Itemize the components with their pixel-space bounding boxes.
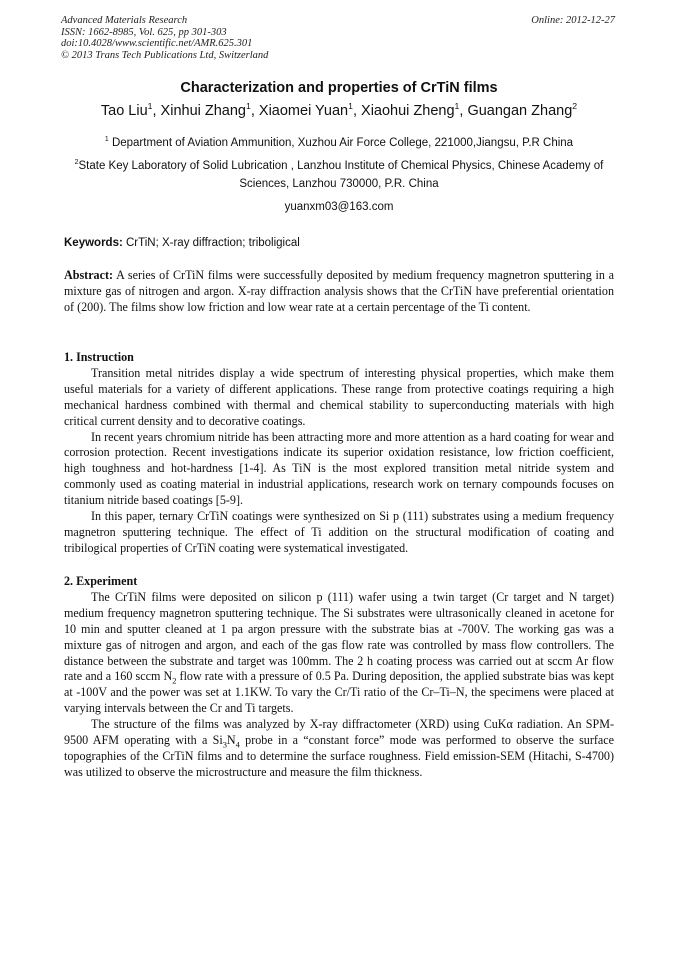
abstract-text: A series of CrTiN films were successfully deposited by medium frequency magnetron sputtering in a mixture gas of nitrogen and argon. X-ray diffraction analysis shows that the CrTiN have preferential orientation of (200). The films show low friction and low wear rate at a certain percentage of the Ti content. [64,268,614,314]
section-heading: 1. Instruction [64,350,134,364]
keywords-label: Keywords: [64,237,123,249]
doi-line[interactable]: doi:10.4028/www.scientific.net/AMR.625.301 [61,38,253,49]
author-name: Tao Liu [100,103,148,119]
author-name: Xiaomei Yuan [258,103,349,119]
author-affiliation-mark: 1 [246,101,251,112]
online-date: Online: 2012-12-27 [531,15,615,26]
abstract-label: Abstract: [64,268,114,282]
paragraph: In recent years chromium nitride has been attracting more and more attention as a hard coating for wear and corrosion protection. Recent investigations indicate its superior oxidation resistance, low friction coefficient, high toughness and hot-hardness [1-4]. As TiN is the most explored transition metal nitride system and commonly used as coating material in industrial applications, research work on ternary compounds focuses on titanium nitride based coatings [5-9]. [64,429,614,508]
subscript: 3 [222,739,227,750]
subscript: 2 [172,675,177,686]
journal-name: Advanced Materials Research [61,15,188,26]
subscript: 4 [235,739,240,750]
paragraph [64,590,614,717]
affiliation-text: Department of Aviation Ammunition, Xuzhou Air Force College, 221000,Jiangsu, P.R China [108,137,574,149]
author-name: Xiaohui Zheng [361,103,455,119]
author-affiliation-mark: 2 [572,101,578,112]
paragraph-text: flow rate with a pressure of 0.5 Pa. During deposition, the applied substrate bias was kept at -100V and the power was set at 1.1KW. To vary the Cr/Ti ratio of the Cr–Ti–N, the specimens were placed at varying intervals between the Cr and Ti targets. [64,669,614,716]
author-affiliation-mark: 1 [147,101,153,112]
affiliation-2 [64,157,614,193]
author-affiliation-mark: 1 [348,101,353,112]
author-list: Tao Liu$^1$, Xinhui Zhang$^1$, Xiaomei Yuan$^1$, Xiaohui Zheng$^1$, Guangan Zhang$^2$ [100,101,578,119]
paragraph-text: The structure of the films was analyzed by X-ray diffractometer (XRD) using CuKα radiation. An SPM-9500 AFM operating with a Si [64,717,614,748]
section-heading: 2. Experiment [64,574,138,588]
affiliation-number: 1 [104,136,109,144]
author-name: Xinhui Zhang [160,103,246,119]
issn-line: ISSN: 1662-8985, Vol. 625, pp 301-303 [61,26,227,38]
paper-title: Characterization and properties of CrTiN films [180,80,498,96]
contact-email[interactable]: yuanxm03@163.com [284,201,394,213]
abstract [64,268,614,316]
author-name: Guangan Zhang [467,103,573,119]
paragraph: In this paper, ternary CrTiN coatings were synthesized on Si p (111) substrates using a medium frequency magnetron sputtering technique. The effect of Ti addition on the structural modification of coating and tribilogical properties of CrTiN coating were systematical investigated. [64,509,614,555]
section-introduction [64,350,614,557]
paragraph-text: The CrTiN films were deposited on silicon p (111) wafer using a twin target (Cr target and N target) medium frequency magnetron sputtering technique. The Si substrates were ultrasonically cleaned in acetone for 10 min and sputter cleaned at 1 pa argon pressure with the substrate bias at -700V. The working gas was a mixture gas of nitrogen and argon, and each of the gas flow rate was controlled by mass flow controllers. The distance between the substrate and target was 100mm. The 2 h coating process was carried out at sccm Ar flow rate and a 160 sccm N [64,589,614,684]
paragraph [64,717,614,781]
paragraph-text: N [226,733,236,748]
copyright-line: © 2013 Trans Tech Publications Ltd, Switzerland [61,49,269,61]
section-experiment [64,574,614,781]
keywords-text: CrTiN; X-ray diffraction; triboligical [122,237,300,249]
affiliation-1 [64,134,614,152]
author-affiliation-mark: 1 [454,101,460,112]
paragraph: Transition metal nitrides display a wide spectrum of interesting physical properties, which make them useful materials for a variety of different applications. These range from protective coatings requiring a high mechanical hardness combined with thermal and chemical stability to superconducting materials with high critical current density and to decorative coatings. [64,365,614,428]
journal-header [61,15,268,61]
affiliation-text: State Key Laboratory of Solid Lubrication , Lanzhou Institute of Chemical Physics, Chinese Academy of Sciences, Lanzhou 730000, P.R. China [78,160,604,190]
affiliation-number: 2 [74,159,79,167]
keywords [64,237,614,249]
paragraph-text: probe in a “constant force” mode was performed to observe the surface topographies of the CrTiN films and to determine the surface roughness. Field emission-SEM (Hitachi, S-4700) was utilized to observe the microstructure and measure the film thickness. [64,733,614,779]
